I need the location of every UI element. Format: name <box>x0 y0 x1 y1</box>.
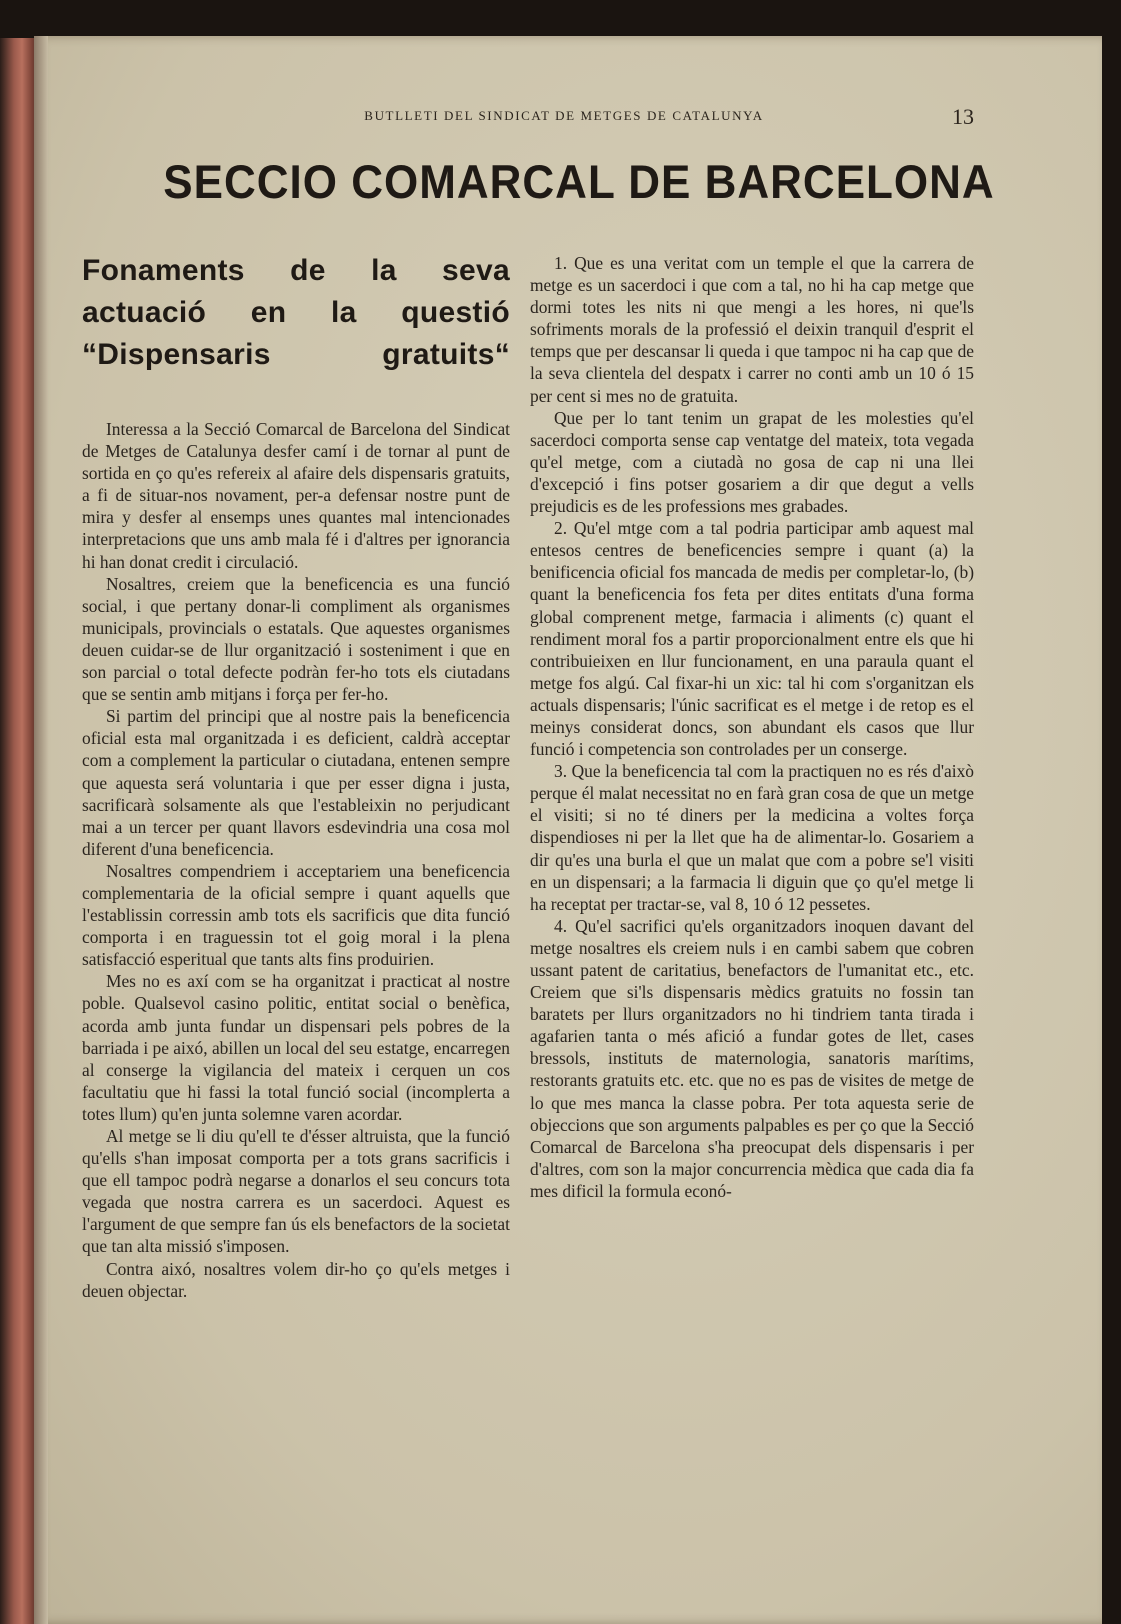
paragraph: Si partim del principi que al nostre pais la beneficencia oficial esta mal organitzada i es deficient, caldrà acceptar com a complement la particular o ciutadana, entenen sempre que aquesta será voluntaria i que per esser digna i justa, sacrificarà solsamente als que l'estableixin no perjudicant mai a un tercer per quant llavors esdevindria una cosa mol diferent d'una beneficencia. <box>82 706 510 859</box>
left-column <box>82 250 510 1302</box>
paragraph: 4. Qu'el sacrifici qu'els organitzadors inoquen davant del metge nosaltres els creiem nuls i en cambi sabem que cobren ussant patent de caritatius, benefactors de l'umanitat etc., etc. Creiem que si'ls dispensaris mèdics gratuits no fossin tan baratets per llurs organitzadors no hi tindriem tanta tirada i agafarien tanta o més afició a fundar gotes de llet, cases bressols, instituts de maternologia, sanatoris marítims, restorants gratuits etc. etc. que no es pas de visites de metge de lo que mes manca la classe pobra. Per tota aquesta serie de objeccions que son arguments palpables es per ço que la Secció Comarcal de Barcelona s'ha preocupat dels dispensaris i per d'altres, com son la major concurrencia mèdica que cada dia fa mes dificil la formula econó- <box>530 915 974 1201</box>
section-title: SECCIO COMARCAL DE BARCELONA <box>163 156 995 209</box>
right-column <box>530 252 974 1202</box>
article-title: Fonaments de la seva actuació en la questió “Dispensaris gratuits“ <box>82 254 510 371</box>
paragraph: 1. Que es una veritat com un temple el que la carrera de metge es un sacerdoci i que com a tal, no hi ha cap metge que dormi totes les nits ni que mengi a les hores, ni que'ls sofriments morals de la professió el deixin tranquil d'esprit el temps que per descansar li queda i que tampoc ni ha cap que de la seva clientela del despatx i carrer no conti amb un 10 ó 15 per cent si mes no de gratuita. <box>530 253 974 406</box>
paragraph: Contra aixó, nosaltres volem dir-ho ço qu'els metges i deuen objectar. <box>82 1258 510 1301</box>
running-head: BUTLLETI DEL SINDICAT DE METGES DE CATALUNYA <box>364 108 764 123</box>
scanned-page <box>34 36 1102 1624</box>
paragraph: 2. Qu'el mtge com a tal podria participar amb aquest mal entesos centres de beneficencies sempre i quant (a) la benificencia oficial fos mancada de medis per completar-lo, (b) quant la beneficencia fos feta per dites entitats d'una forma global comprenent metge, farmacia i aliments (c) quant el rendiment moral fos a partir proporcionalment entre els que hi contribuieixen en llur funcionament, en una paraula quant el metge fos algú. Cal fixar-hi un xic: tal hi com s'organitzan els actuals dispensaris; l'únic sacrificat es el metge i de retop es el meinys considerat doncs, son abundant els casos que llur funció i competencia son controlades per un conserge. <box>530 518 974 760</box>
page-edge <box>34 36 48 1624</box>
paragraph: Mes no es axí com se ha organitzat i practicat al nostre poble. Qualsevol casino politic, entitat social o benèfica, acorda amb junta fundar un dispensari pels pobres de la barriada i pe aixó, abillen un local del seu estatge, encarregen al conserge la vigilancia del mateix i cerquen un cos facultatiu que hi fassi la total funció social (incomplerta a totes llum) qu'en junta solemne varen acordar. <box>82 971 510 1124</box>
page-number: 13 <box>952 104 974 129</box>
paragraph: Que per lo tant tenim un grapat de les molesties qu'el sacerdoci comporta sense cap ventatge del mateix, tota vegada qu'el metge, com a ciutadà no gosa de cap ni una llei d'excepció i fins potser gosariem a dir que degut a vells prejudicis es de les professions mes grabades. <box>530 407 974 517</box>
paragraph: Nosaltres, creiem que la beneficencia es una funció social, i que pertany donar-li compliment als organismes municipals, provincials o estatals. Que aquestes organismes deuen cuidar-se de llur organització i sosteniment i que en son parcial o total defecte podràn fer-ho tots els ciutadans que se sentin amb mitjans i força per fer-ho. <box>82 573 510 705</box>
paragraph: 3. Que la beneficencia tal com la practiquen no es rés d'això perque él malat necessitat no en farà gran cosa de que un metge el visiti; si no té diners per la medicina a voltes força dispendioses ni per la llet que ha de alimentar-lo. Gosariem a dir qu'es una burla el que un malat que com a pobre se'l visiti en un dispensari; a la farmacia li diguin que ço qu'el metge li ha receptat per tractar-se, val 8, 10 ó 12 pessetes. <box>530 761 974 914</box>
paragraph: Al metge se li diu qu'ell te d'ésser altruista, que la funció qu'ells s'han imposat comporta per a tots grans sacrificis i que ell tampoc podrà negarse a donarlos el seu concurs tota vegada que nostra carrera es un sacerdoci. Aquest es l'argument de que sempre fan ús els benefactors de la societat que tan alta missió s'imposen. <box>82 1126 510 1257</box>
paragraph: Nosaltres compendriem i acceptariem una beneficencia complementaria de la oficial sempre i quant aquells que l'establissin corressin amb tots els sacrificis que dita funció comporta i en traguessin tot el goig moral i la plena satisfacció esperitual que tants alts fins produirien. <box>82 860 510 970</box>
paragraph: Interessa a la Secció Comarcal de Barcelona del Sindicat de Metges de Catalunya desfer camí i de tornar al punt de sortida en ço qu'es refereix al afaire dels dispensaris gratuits, a fi de situar-nos novament, per-a defensar nostre punt de mira y desfer al ensemps unes quantes mal intencionades interpretacions que uns amb mala fé i d'altres per ignorancia hi han donat credit i circulació. <box>82 419 510 572</box>
